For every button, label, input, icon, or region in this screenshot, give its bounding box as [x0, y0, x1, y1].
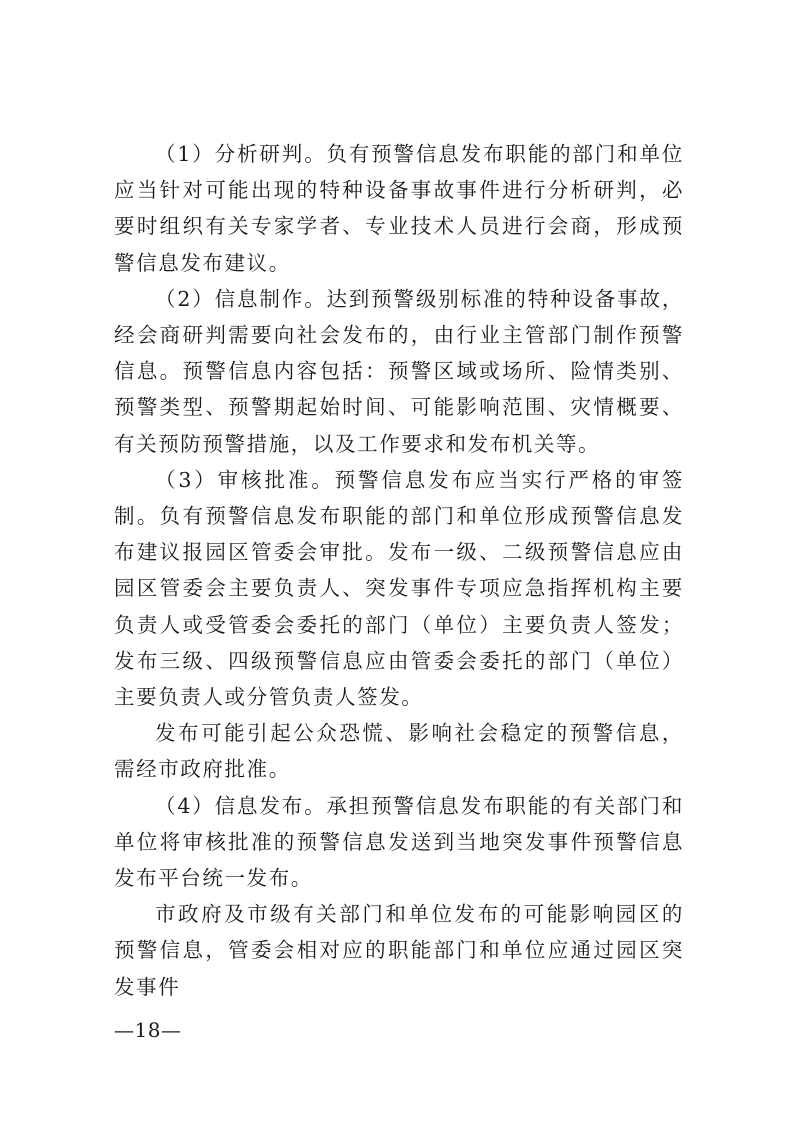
paragraph-city-approval: 发布可能引起公众恐慌、影响社会稳定的预警信息，需经市政府批准。: [114, 721, 684, 782]
paragraph-city-warnings: 市政府及市级有关部门和单位发布的可能影响园区的预警信息，管委会相对应的职能部门和单位应通过园区突发事件: [114, 902, 684, 999]
document-body: [114, 136, 684, 1005]
paragraph-release: （4）信息发布。承担预警信息发布职能的有关部门和单位将审核批准的预警信息发送到当地突发事件预警信息发布平台统一发布。: [114, 793, 684, 891]
paragraph-approval: （3）审核批准。预警信息发布应当实行严格的审签制。负有预警信息发布职能的部门和单位形成预警信息发布建议报园区管委会审批。发布一级、二级预警信息应由园区管委会主要负责人、突发事件专项应急指挥机构主要负责人或受管委会委托的部门（单位）主要负责人签发；发布三级、四级预警信息应由管委会委托的部门（单位）主要负责人或分管负责人签发。: [114, 467, 684, 710]
page-number: —18—: [114, 1018, 182, 1042]
paragraph-analysis: （1）分析研判。负有预警信息发布职能的部门和单位应当针对可能出现的特种设备事故事件进行分析研判，必要时组织有关专家学者、专业技术人员进行会商，形成预警信息发布建议。: [114, 142, 684, 275]
paragraph-production: （2）信息制作。达到预警级别标准的特种设备事故，经会商研判需要向社会发布的，由行业主管部门制作预警信息。预警信息内容包括：预警区域或场所、险情类别、预警类型、预警期起始时间、可能影响范围、灾情概要、有关预防预警措施，以及工作要求和发布机关等。: [114, 286, 684, 456]
